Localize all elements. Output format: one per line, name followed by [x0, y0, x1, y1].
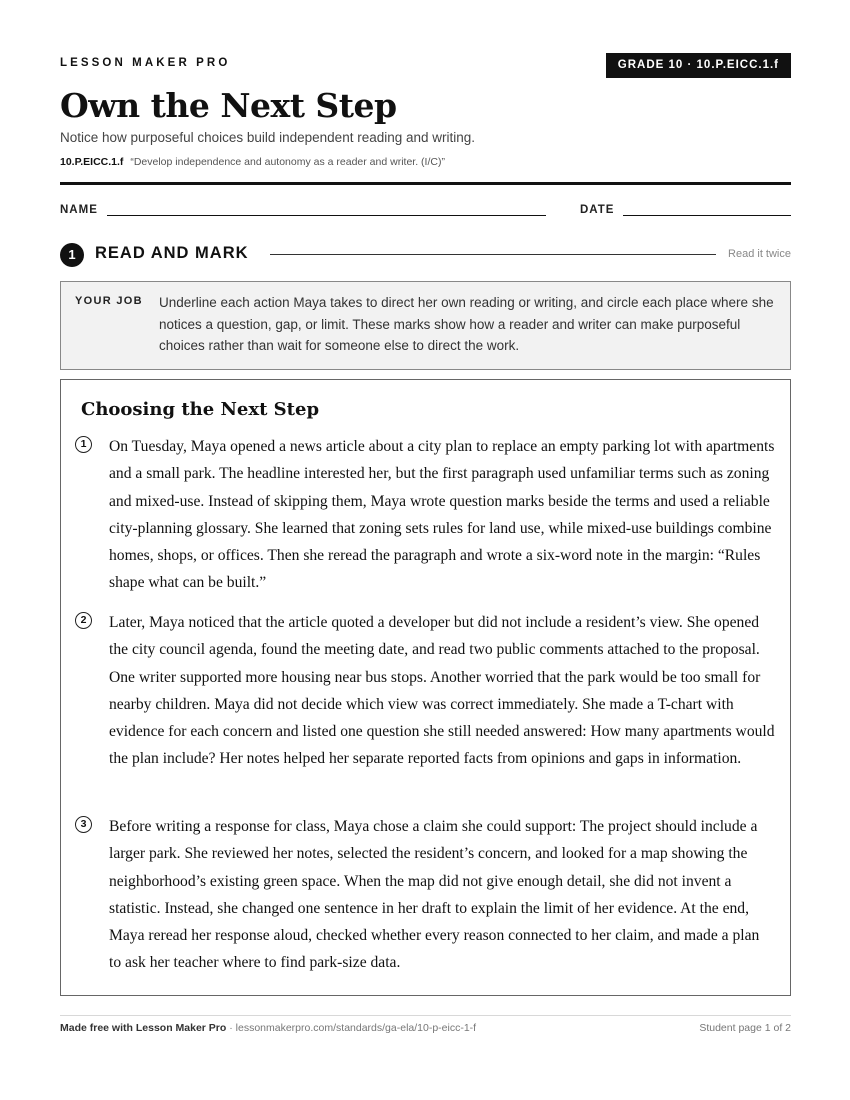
instructions-label: YOUR JOB — [75, 295, 143, 307]
section-title: READ AND MARK — [95, 244, 249, 262]
section-note: Read it twice — [728, 248, 791, 260]
reading-passage — [60, 379, 791, 996]
standard-line — [60, 156, 445, 168]
footer-separator: · — [226, 1022, 236, 1034]
footer-divider — [60, 1015, 791, 1016]
standard-code: 10.P.EICC.1.f — [60, 156, 124, 168]
instructions-box — [60, 281, 791, 370]
grade-standard-badge: GRADE 10 · 10.P.EICC.1.f — [606, 53, 791, 78]
paragraph-2: Later, Maya noticed that the article quoted a developer but did not include a resident’s view. She opened the city council agenda, found the meeting date, and read two public comments attached to the proposal. One writer supported more housing near bus stops. Another worried that the park would be too small for nearby children. Maya did not decide which view was correct immediately. She made a T-chart with evidence for each concern and listed one question she still needed answered: How many apartments would the plan include? Her notes helped her separate reported facts from opinions and gaps in information. — [109, 614, 775, 768]
paragraph-number-2: 2 — [75, 612, 92, 629]
header-divider — [60, 182, 791, 185]
instructions-text: Underline each action Maya takes to direct her own reading or writing, and circle each place where she notices a question, gap, or limit. These marks show how a reader and writer can make purposeful choices rather than wait for someone else to direct the work. — [159, 295, 774, 353]
date-field[interactable] — [623, 215, 791, 216]
passage-title: Choosing the Next Step — [81, 399, 320, 420]
paragraph-1: On Tuesday, Maya opened a news article about a city plan to replace an empty parking lot with apartments and a small park. The headline interested her, but the first paragraph used unfamiliar terms such as zoning and mixed-use. Instead of skipping them, Maya wrote question marks beside the terms and used a reliable city-planning glossary. She learned that zoning sets rules for land use, while mixed-use buildings combine homes, shops, or offices. Then she reread the paragraph and wrote a six-word note in the margin: “Rules shape what can be built.” — [109, 438, 775, 592]
paragraph-number-1: 1 — [75, 436, 92, 453]
footer-credit — [60, 1022, 476, 1034]
name-label: NAME — [60, 204, 98, 216]
paragraph-number-3: 3 — [75, 816, 92, 833]
footer-made-with: Made free with Lesson Maker Pro — [60, 1022, 227, 1034]
page-subtitle: Notice how purposeful choices build independent reading and writing. — [60, 130, 476, 145]
page-title: Own the Next Step — [60, 86, 397, 125]
section-divider — [270, 254, 716, 255]
worksheet-page — [60, 0, 791, 1100]
paragraph-3: Before writing a response for class, Maya chose a claim she could support: The project should include a larger park. She reviewed her notes, selected the resident’s concern, and looked for a map showing the neighborhood’s existing green space. When the map did not give enough detail, she did not invent a statistic. Instead, she changed one sentence in her draft to explain the limit of her evidence. At the end, Maya reread her response aloud, checked whether every reason connected to her claim, and made a plan to ask her teacher where to find park-size data. — [109, 818, 760, 972]
footer-url[interactable]: lessonmakerpro.com/standards/ga-ela/10-p-eicc-1-f — [235, 1022, 477, 1034]
footer-page-number: Student page 1 of 2 — [699, 1022, 791, 1034]
section-number-badge: 1 — [60, 243, 84, 267]
standard-text: “Develop independence and autonomy as a reader and writer. (I/C)” — [130, 156, 445, 168]
date-label: DATE — [580, 204, 615, 216]
brand-name: LESSON MAKER PRO — [60, 57, 231, 69]
name-field[interactable] — [107, 215, 546, 216]
